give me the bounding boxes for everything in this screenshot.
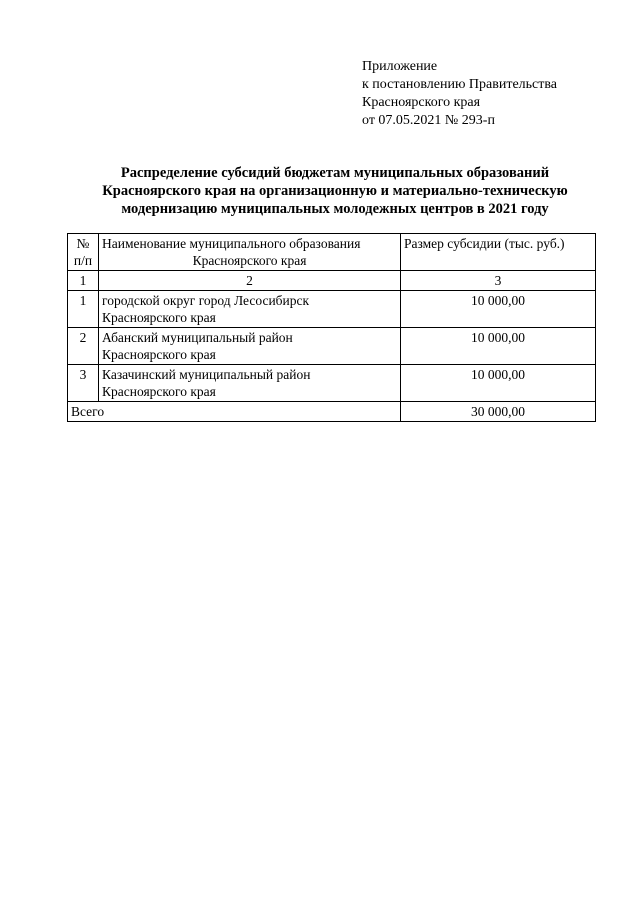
column-number-row [68,271,596,291]
header-num-label: п/п [73,253,93,268]
row-num-cell: 1 [68,291,99,328]
row-name-line: Абанский муниципальный район [102,330,293,345]
title-line: модернизацию муниципальных молодежных центров в 2021 году [121,201,549,217]
subsidy-table [67,233,596,422]
row-name-line: Казачинский муниципальный район [102,367,311,382]
document-title [60,164,610,218]
total-amount-cell: 30 000,00 [401,402,596,422]
table-row [68,365,596,402]
row-num-cell: 2 [68,328,99,365]
appendix-header [362,58,557,130]
row-num-cell: 3 [68,365,99,402]
table-header-row [68,234,596,271]
row-name-line: Красноярского края [102,310,216,325]
header-amount-cell [401,234,596,271]
row-name-cell [99,365,401,402]
appendix-date-number: от 07.05.2021 № 293-п [362,113,495,128]
row-amount-cell: 10 000,00 [401,328,596,365]
row-name-line: городской округ город Лесосибирск [102,293,310,308]
header-name-label: Наименование муниципального образования [102,236,361,251]
header-num-cell [68,234,99,271]
row-amount-cell: 10 000,00 [401,365,596,402]
table-total-row [68,402,596,422]
row-amount-cell: 10 000,00 [401,291,596,328]
table-row [68,328,596,365]
row-name-cell [99,291,401,328]
appendix-line: к постановлению Правительства [362,77,558,92]
column-number-cell: 3 [401,271,596,291]
table-row [68,291,596,328]
header-name-label: Красноярского края [192,253,307,268]
column-number-cell: 1 [68,271,99,291]
title-line: Распределение субсидий бюджетам муниципальных образований [120,165,550,181]
row-name-cell [99,328,401,365]
row-name-line: Красноярского края [102,384,216,399]
total-label-cell: Всего [68,402,401,422]
appendix-line: Красноярского края [362,95,481,110]
title-line: Красноярского края на организационную и материально-техническую [102,183,568,199]
column-number-cell: 2 [99,271,401,291]
appendix-line: Приложение [362,59,438,74]
header-num-label: № [76,236,90,251]
row-name-line: Красноярского края [102,347,216,362]
header-amount-label: Размер субсидии (тыс. руб.) [404,236,565,251]
header-name-cell [99,234,401,271]
